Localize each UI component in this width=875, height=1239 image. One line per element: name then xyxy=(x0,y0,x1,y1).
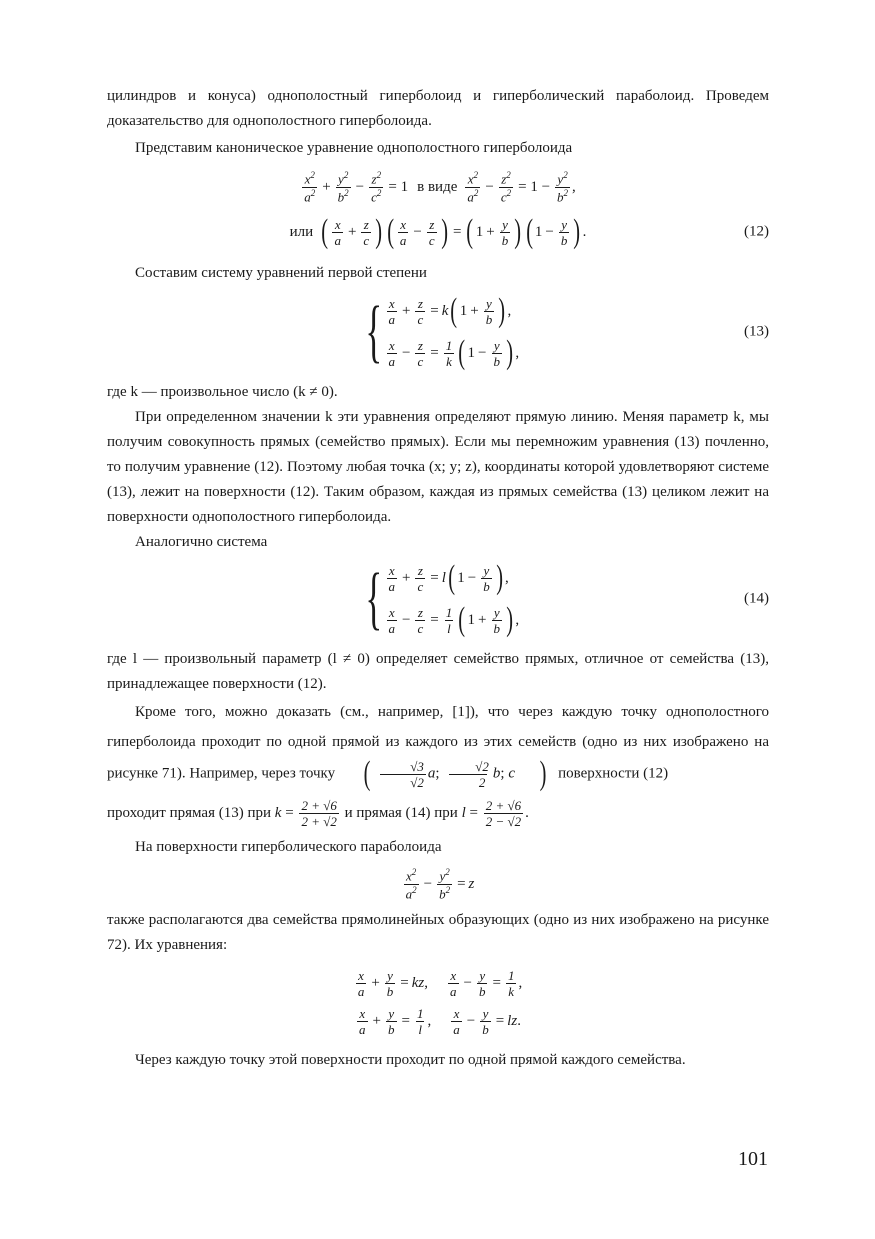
paragraph-passes: проходит прямая (13) при k = $\frac{2 + √6}{2 + √2}$ и прямая (14) при l = $\frac{2 + √6}{2 - √2}$ . xyxy=(107,798,529,830)
equation-14: { $\frac{x}{a}$ + $\frac{z}{c}$ = l ( 1 − $\frac{y}{b}$ ) , $\frac{x}{a}$ − $\frac{z}{c}$ = $\frac{1}{l}$ ( 1 + $\frac{y}{b}$ ) , (14) xyxy=(365,559,769,638)
paragraph-where-k: где k — произвольное число (k ≠ 0). xyxy=(107,384,338,400)
paragraph-two-families: также располагаются два семейства прямолинейных образующих (одно из них изображено на рисунке 72). Их уравнения: xyxy=(107,912,769,953)
text-in-form: в виде xyxy=(417,178,458,195)
equation-12: $\frac{x^2}{a^2}$ + $\frac{y^2}{b^2}$ − $\frac{z^2}{c^2}$ = 1 в виде $\frac{x^2}{a^2}$ − $\frac{z^2}{c^2}$ = 1 − $\frac{y^2}{b^2}$ , или ( $\frac{x}{a}$ + $\frac{z}{c}$ ) ( $\frac{x}{a}$ − $\frac{z}{c}$ ) = ( 1 + $\frac{y}{b}$ ) ( 1 − $\frac{y}{b}$ ) . (12) xyxy=(289,170,769,250)
paragraph-system: Составим систему уравнений первой степени xyxy=(135,265,427,281)
equation-number-12: (12) xyxy=(744,223,769,240)
page-body xyxy=(107,84,769,1073)
page-number: 101 xyxy=(738,1148,768,1170)
text-or: или xyxy=(289,223,314,240)
paragraph-family: При определенном значении k эти уравнения определяют прямую линию. Меняя параметр k, мы получим совокупность прямых (семейство прямых). Если мы перемножим уравнения (13) почленно, то получим уравнение (12). Поэтому любая точка (x; y; z), координаты которой удовлетворяют системе (13), лежит на поверхности (12). Таким образом, каждая из прямых семейства (13) целиком лежит на поверхности однополостного гиперболоида. xyxy=(107,409,769,525)
equations-generators: $\frac{x}{a}$ + $\frac{y}{b}$ = kz , $\frac{x}{a}$ − $\frac{y}{b}$ = $\frac{1}{k}$ , $\frac{x}{a}$ + $\frac{y}{b}$ = $\frac{1}{l}$ , $\frac{x}{a}$ − $\frac{y}{b}$ = lz . xyxy=(357,967,523,1037)
paragraph-where-l: где l — произвольный параметр (l ≠ 0) определяет семейство прямых, отличное от семейства (13), принадлежащее поверхности (12). xyxy=(107,651,769,692)
paragraph-similarly: Аналогично система xyxy=(135,534,268,550)
paragraph-intro: цилиндров и конуса) однополостный гиперболоид и гиперболический параболоид. Проведем доказательство для однополостного гиперболоида. xyxy=(107,88,769,129)
paragraph-conclusion: Через каждую точку этой поверхности проходит по одной прямой каждого семейства. xyxy=(135,1052,686,1068)
paragraph-paraboloid: На поверхности гиперболического параболоида xyxy=(135,839,442,855)
equation-number-14: (14) xyxy=(744,590,769,607)
paragraph-canonical: Представим каноническое уравнение однополостного гиперболоида xyxy=(135,140,573,156)
equation-13: { $\frac{x}{a}$ + $\frac{z}{c}$ = k ( 1 + $\frac{y}{b}$ ) , $\frac{x}{a}$ − $\frac{z}{c}$ = $\frac{1}{k}$ ( 1 − $\frac{y}{b}$ ) , (13) xyxy=(365,292,769,371)
equation-paraboloid: $\frac{x^2}{a^2}$ − $\frac{y^2}{b^2}$ = z xyxy=(405,867,475,901)
equation-number-13: (13) xyxy=(744,323,769,340)
paragraph-example: Кроме того, можно доказать (см., например, [1]), что через каждую точку однополостного гиперболоида проходит по одной прямой из каждого из этих семейств (одно из них изображено на рисунке 71). Например, через точку ( $\frac{√3}{√2}$ a; $\frac{√2}{2}$ b; c ) поверхности (12) xyxy=(107,704,769,792)
